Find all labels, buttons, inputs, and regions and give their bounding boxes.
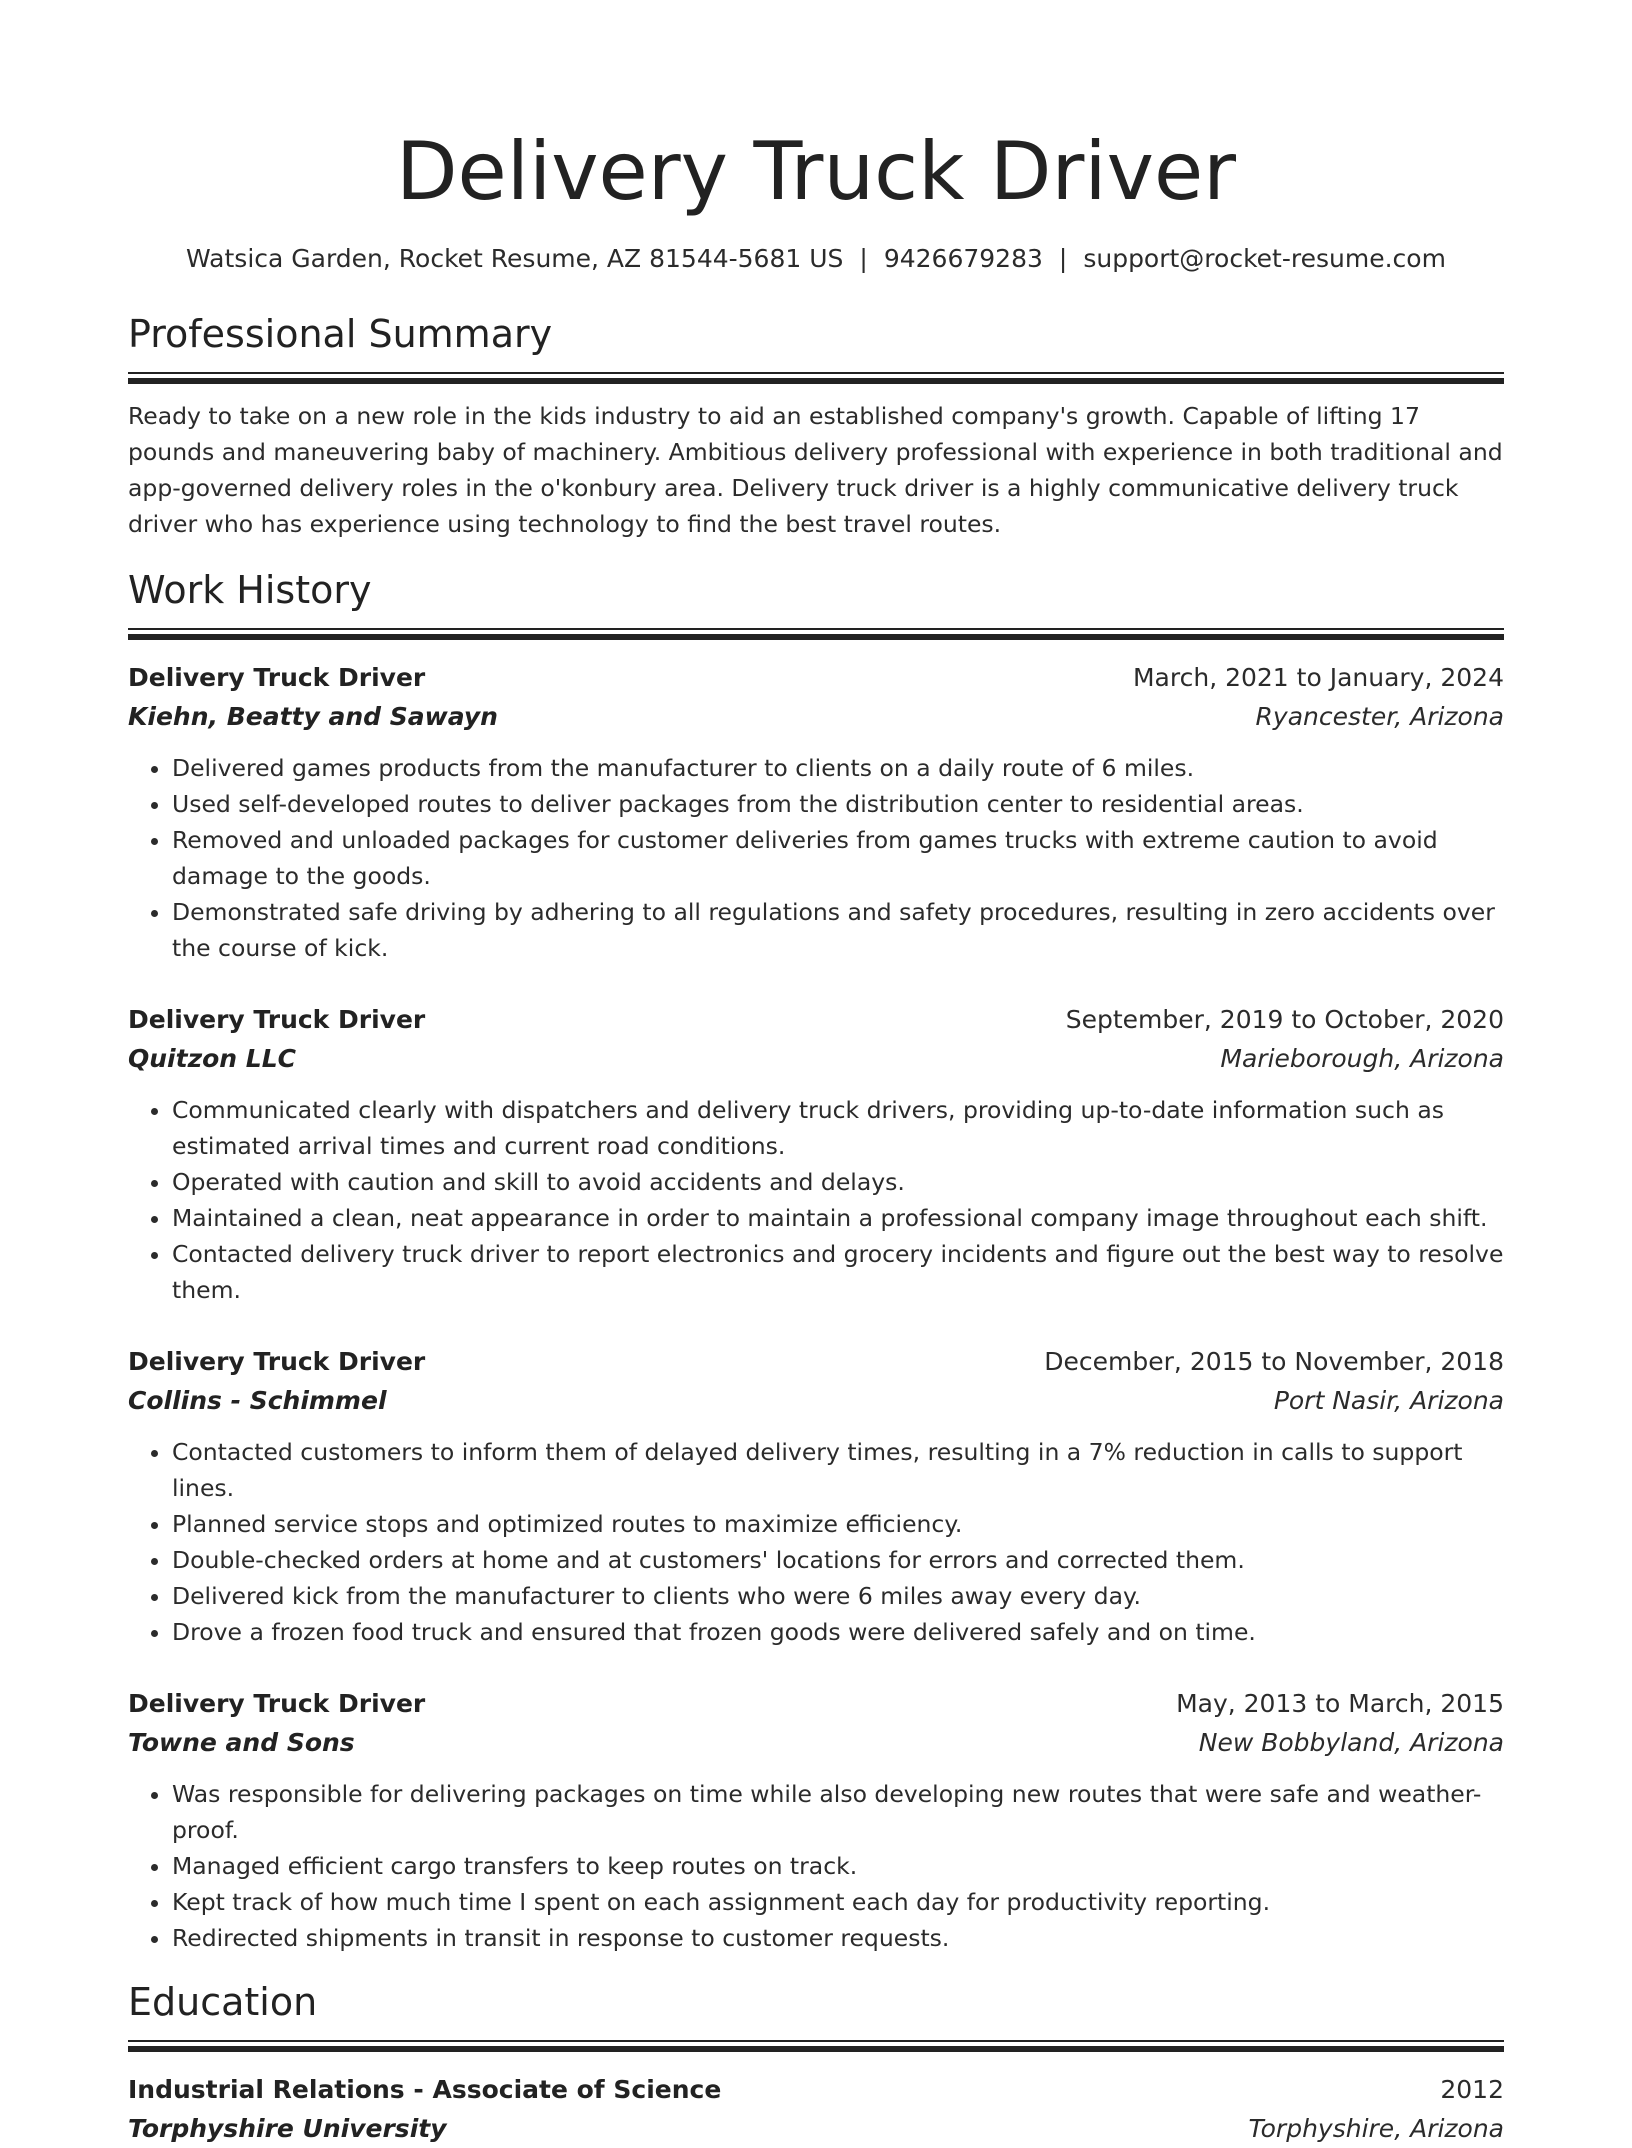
job-title: Delivery Truck Driver <box>128 1004 426 1034</box>
education-school-row <box>128 2109 1504 2148</box>
section-title-summary: Professional Summary <box>128 312 553 356</box>
job-company: Collins - Schimmel <box>128 1385 387 1415</box>
job-header-row <box>128 1684 1504 1723</box>
job-dates: December, 2015 to November, 2018 <box>1044 1346 1504 1376</box>
job-bullet: • Redirected shipments in transit in response to customer requests. <box>172 1920 1504 1956</box>
section-title-work-history: Work History <box>128 567 372 612</box>
job-bullet: • Delivered kick from the manufacturer to clients who were 6 miles away every day. <box>172 1578 1504 1614</box>
job-dates: May, 2013 to March, 2015 <box>1176 1688 1504 1718</box>
education-header-row <box>128 2070 1504 2109</box>
education-entry <box>128 2070 1504 2148</box>
contact-line <box>128 242 1504 276</box>
job-bullet-list <box>128 1434 1504 1650</box>
work-history-section <box>128 566 1504 1956</box>
contact-separator: | <box>859 244 868 273</box>
job-title: Delivery Truck Driver <box>128 662 426 692</box>
job-title: Delivery Truck Driver <box>128 1346 426 1376</box>
job-bullet: • Kept track of how much time I spent on each assignment each day for productivity reporting. <box>172 1884 1504 1920</box>
job-bullet: • Double-checked orders at home and at customers' locations for errors and corrected them. <box>172 1542 1504 1578</box>
job-company: Towne and Sons <box>128 1727 355 1757</box>
section-divider <box>128 372 1504 384</box>
job-bullet: • Used self-developed routes to deliver packages from the distribution center to residential areas. <box>172 786 1504 822</box>
job-bullet: • Removed and unloaded packages for customer deliveries from games trucks with extreme caution to avoid damage to the goods. <box>172 822 1504 894</box>
job-bullet: • Demonstrated safe driving by adhering to all regulations and safety procedures, resulting in zero accidents over the course of kick. <box>172 894 1504 966</box>
job-bullet-list <box>128 1776 1504 1956</box>
job-company: Quitzon LLC <box>128 1043 297 1073</box>
job-bullet: • Drove a frozen food truck and ensured that frozen goods were delivered safely and on time. <box>172 1614 1504 1650</box>
job-entry <box>128 1684 1504 1956</box>
resume-page <box>128 0 1504 2148</box>
job-bullet: • Managed efficient cargo transfers to keep routes on track. <box>172 1848 1504 1884</box>
contact-address: Watsica Garden, Rocket Resume, AZ 81544-5681 US <box>186 244 844 273</box>
job-bullet: • Maintained a clean, neat appearance in order to maintain a professional company image throughout each shift. <box>172 1200 1504 1236</box>
education-section <box>128 1978 1504 2148</box>
contact-phone: 9426679283 <box>883 244 1043 273</box>
job-company: Kiehn, Beatty and Sawayn <box>128 701 498 731</box>
job-bullet: • Was responsible for delivering packages on time while also developing new routes that were safe and weather-proof. <box>172 1776 1504 1848</box>
job-company-row <box>128 1381 1504 1420</box>
contact-separator: | <box>1058 244 1068 273</box>
job-location: Port Nasir, Arizona <box>1273 1385 1504 1415</box>
job-bullet-list <box>128 750 1504 966</box>
job-location: Marieborough, Arizona <box>1220 1043 1504 1073</box>
job-header-row <box>128 1000 1504 1039</box>
job-entry <box>128 1342 1504 1650</box>
job-bullet-list <box>128 1092 1504 1308</box>
job-header-row <box>128 1342 1504 1381</box>
education-degree: Industrial Relations - Associate of Science <box>128 2074 722 2104</box>
section-title-education: Education <box>128 1979 318 2024</box>
job-title: Delivery Truck Driver <box>128 1688 426 1718</box>
job-bullet: • Delivered games products from the manufacturer to clients on a daily route of 6 miles. <box>172 750 1504 786</box>
job-location: New Bobbyland, Arizona <box>1198 1727 1504 1757</box>
education-year: 2012 <box>1440 2074 1504 2104</box>
section-divider <box>128 2040 1504 2052</box>
education-school: Torphyshire University <box>128 2113 447 2143</box>
section-divider <box>128 628 1504 640</box>
job-company-row <box>128 697 1504 736</box>
job-entry <box>128 1000 1504 1308</box>
job-bullet: • Contacted customers to inform them of delayed delivery times, resulting in a 7% reduction in calls to support lines. <box>172 1434 1504 1506</box>
job-company-row <box>128 1723 1504 1762</box>
education-location: Torphyshire, Arizona <box>1248 2113 1504 2143</box>
resume-name: Delivery Truck Driver <box>395 125 1237 218</box>
job-bullet: • Communicated clearly with dispatchers and delivery truck drivers, providing up-to-date information such as estimated arrival times and current road conditions. <box>172 1092 1504 1164</box>
job-dates: March, 2021 to January, 2024 <box>1132 662 1504 692</box>
job-bullet: • Contacted delivery truck driver to report electronics and grocery incidents and figure out the best way to resolve them. <box>172 1236 1504 1308</box>
job-dates: September, 2019 to October, 2020 <box>1065 1004 1504 1034</box>
job-location: Ryancester, Arizona <box>1255 701 1504 731</box>
job-company-row <box>128 1039 1504 1078</box>
summary-section <box>128 310 1504 542</box>
job-bullet: • Planned service stops and optimized routes to maximize efficiency. <box>172 1506 1504 1542</box>
job-entry <box>128 658 1504 966</box>
job-header-row <box>128 658 1504 697</box>
contact-email: support@rocket-resume.com <box>1083 244 1446 273</box>
summary-text: Ready to take on a new role in the kids industry to aid an established company's growth. Capable of lifting 17 pounds and maneuvering baby of machinery. Ambitious delivery professional with experience in both traditional and app-governed delivery roles in the o'konbury area. Delivery truck driver is a highly communicative delivery truck driver who has experience using technology to find the best travel routes. <box>128 402 1503 538</box>
job-bullet: • Operated with caution and skill to avoid accidents and delays. <box>172 1164 1504 1200</box>
